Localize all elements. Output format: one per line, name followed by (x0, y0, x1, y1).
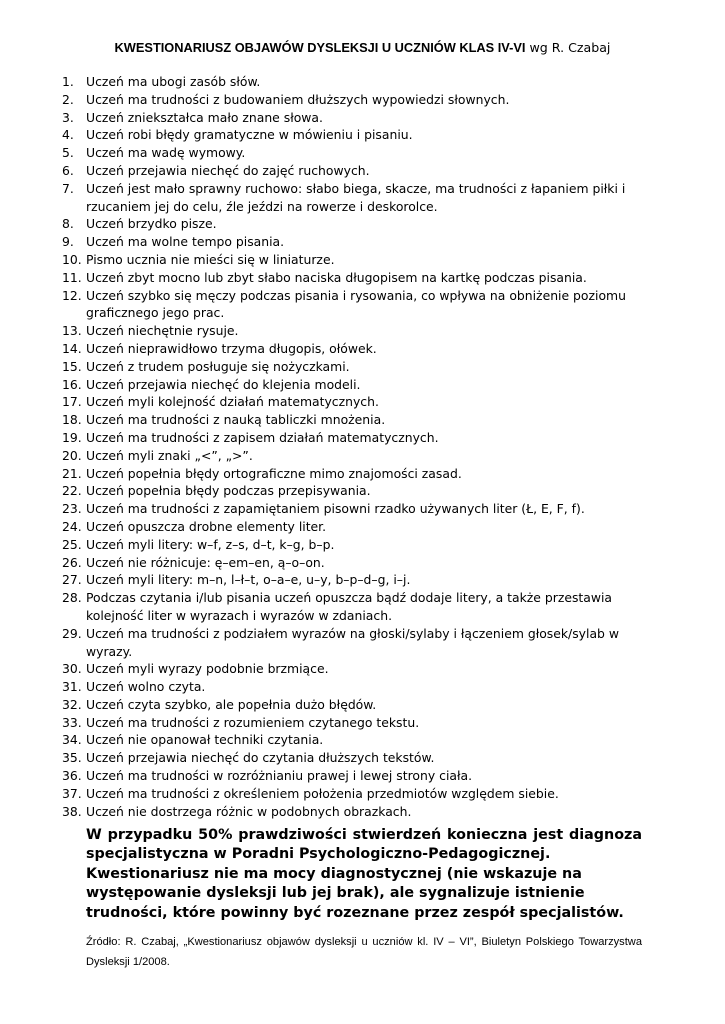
item-text: Uczeń ma trudności z podziałem wyrazów na głoski/sylaby i łączeniem głosek/sylab w wyrazy. (86, 625, 619, 659)
list-item (0, 571, 725, 589)
list-item (0, 749, 725, 767)
item-text: Uczeń z trudem posługuje się nożyczkami. (86, 358, 350, 374)
item-number: 24. (62, 518, 82, 534)
item-number: 15. (62, 358, 82, 374)
item-text: Pismo ucznia nie mieści się w liniaturze. (86, 251, 335, 267)
item-text: Uczeń ma trudności z budowaniem dłuższych wypowiedzi słownych. (86, 91, 510, 107)
item-number: 11. (62, 269, 82, 285)
list-item (0, 411, 725, 429)
item-number: 5. (62, 145, 74, 161)
item-text: Uczeń szybko się męczy podczas pisania i rysowania, co wpływa na obniżenie poziomu graficznego jego prac. (86, 287, 626, 321)
item-number: 20. (62, 447, 82, 463)
item-number: 23. (62, 501, 82, 517)
list-item (0, 767, 725, 785)
list-item (0, 518, 725, 536)
item-text: Uczeń robi błędy gramatyczne w mówieniu i pisaniu. (86, 127, 413, 143)
list-item (0, 251, 725, 269)
item-number: 37. (62, 785, 82, 801)
item-number: 26. (62, 554, 82, 570)
item-text: Uczeń ma trudności z zapisem działań matematycznych. (86, 429, 439, 445)
item-text: Uczeń myli litery: w–f, z–s, d–t, k–g, b–p. (86, 536, 335, 552)
item-text: Uczeń myli znaki „<”, „>”. (86, 447, 253, 463)
list-item (0, 269, 725, 287)
note-disclaimer: Kwestionariusz nie ma mocy diagnostycznej (nie wskazuje na występowanie dysleksji lub jej brak), ale sygnalizuje istnienie trudności, które powinny być rozeznane przez zespół specjalistów. (86, 865, 624, 921)
item-text: Uczeń nie różnicuje: ę–em–en, ą–o–on. (86, 554, 325, 570)
item-text: Uczeń ma trudności z rozumieniem czytanego tekstu. (86, 714, 420, 730)
source-citation: Źródło: R. Czabaj, „Kwestionariusz objawów dysleksji u uczniów kl. IV – VI”, Biuletyn Polskiego Towarzystwa Dysleksji 1/2008. (86, 936, 642, 968)
item-text: Uczeń nieprawidłowo trzyma długopis, ołówek. (86, 340, 377, 356)
list-item (0, 447, 725, 465)
list-item (0, 714, 725, 732)
item-number: 16. (62, 376, 82, 392)
list-item (0, 233, 725, 251)
item-number: 21. (62, 465, 82, 481)
list-item (0, 287, 725, 323)
item-number: 12. (62, 287, 82, 303)
list-item (0, 678, 725, 696)
list-item (0, 465, 725, 483)
symptom-list (0, 73, 725, 820)
item-text: Uczeń myli kolejność działań matematycznych. (86, 394, 379, 410)
item-text: Podczas czytania i/lub pisania uczeń opuszcza bądź dodaje litery, a także przestawia kolejność liter w wyrazach i wyrazów w zdaniach. (86, 590, 613, 623)
title-bold-part: KWESTIONARIUSZ OBJAWÓW DYSLEKSJI U UCZNIÓW KLAS IV-VI (114, 40, 526, 55)
item-number: 27. (62, 572, 82, 588)
list-item (0, 215, 725, 233)
item-number: 18. (62, 412, 82, 428)
list-item (0, 73, 725, 91)
item-text: Uczeń nie opanował techniki czytania. (86, 732, 324, 748)
list-item (0, 554, 725, 572)
title-author-part: wg R. Czabaj (525, 40, 611, 55)
item-number: 8. (62, 216, 74, 232)
item-text: Uczeń popełnia błędy ortograficzne mimo znajomości zasad. (86, 465, 462, 481)
note-block (86, 826, 642, 923)
item-number: 4. (62, 127, 74, 143)
item-text: Uczeń ma wolne tempo pisania. (86, 234, 285, 250)
list-item (0, 482, 725, 500)
item-number: 29. (62, 625, 82, 641)
list-item (0, 91, 725, 109)
item-number: 36. (62, 768, 82, 784)
item-number: 14. (62, 340, 82, 356)
item-number: 32. (62, 696, 82, 712)
item-text: Uczeń ma trudności w rozróżnianiu prawej i lewej strony ciała. (86, 768, 473, 784)
item-number: 13. (62, 323, 82, 339)
item-text: Uczeń ma trudności z określeniem położenia przedmiotów względem siebie. (86, 785, 559, 801)
item-text: Uczeń ma ubogi zasób słów. (86, 74, 261, 89)
item-number: 30. (62, 661, 82, 677)
list-item (0, 803, 725, 821)
list-item (0, 162, 725, 180)
list-item (0, 358, 725, 376)
item-number: 1. (62, 74, 74, 89)
item-number: 28. (62, 590, 82, 606)
item-number: 6. (62, 162, 74, 178)
item-number: 33. (62, 714, 82, 730)
list-item (0, 340, 725, 358)
item-number: 34. (62, 732, 82, 748)
note-diagnosis: W przypadku 50% prawdziwości stwierdzeń konieczna jest diagnoza specjalistyczna w Poradni Psychologiczno-Pedagogicznej. (86, 827, 642, 863)
item-number: 35. (62, 750, 82, 766)
list-item (0, 393, 725, 411)
item-text: Uczeń opuszcza drobne elementy liter. (86, 518, 327, 534)
item-number: 3. (62, 109, 74, 125)
item-text: Uczeń niechętnie rysuje. (86, 323, 239, 339)
item-number: 7. (62, 180, 74, 196)
list-item (0, 322, 725, 340)
item-text: Uczeń zniekształca mało znane słowa. (86, 109, 323, 125)
item-text: Uczeń przejawia niechęć do zajęć ruchowych. (86, 162, 370, 178)
list-item (0, 180, 725, 216)
item-number: 10. (62, 251, 82, 267)
list-item (0, 785, 725, 803)
item-text: Uczeń myli wyrazy podobnie brzmiące. (86, 661, 329, 677)
list-item (0, 109, 725, 127)
item-number: 38. (62, 803, 82, 819)
item-number: 31. (62, 679, 82, 695)
list-item (0, 144, 725, 162)
item-number: 9. (62, 234, 74, 250)
item-text: Uczeń nie dostrzega różnic w podobnych obrazkach. (86, 803, 412, 819)
item-text: Uczeń przejawia niechęć do czytania dłuższych tekstów. (86, 750, 435, 766)
item-text: Uczeń ma trudności z zapamiętaniem pisowni rzadko używanych liter (Ł, E, F, f). (86, 501, 585, 517)
list-item (0, 696, 725, 714)
item-text: Uczeń wolno czyta. (86, 679, 206, 695)
list-item (0, 625, 725, 661)
item-text: Uczeń ma trudności z nauką tabliczki mnożenia. (86, 412, 386, 428)
list-item (0, 660, 725, 678)
document-title (0, 40, 725, 56)
list-item (0, 376, 725, 394)
list-item (0, 589, 725, 625)
list-item (0, 731, 725, 749)
item-text: Uczeń ma wadę wymowy. (86, 145, 246, 161)
item-number: 22. (62, 483, 82, 499)
list-item (0, 500, 725, 518)
item-text: Uczeń jest mało sprawny ruchowo: słabo biega, skacze, ma trudności z łapaniem piłki i rzucaniem jej do celu, źle jeździ na rowerze i deskorolce. (86, 180, 626, 214)
item-text: Uczeń zbyt mocno lub zbyt słabo naciska długopisem na kartkę podczas pisania. (86, 269, 587, 285)
list-item (0, 536, 725, 554)
item-text: Uczeń myli litery: m–n, l–ł–t, o–a–e, u–y, b–p–d–g, i–j. (86, 572, 411, 588)
item-number: 17. (62, 394, 82, 410)
item-number: 19. (62, 429, 82, 445)
item-text: Uczeń brzydko pisze. (86, 216, 217, 232)
item-number: 2. (62, 91, 74, 107)
item-text: Uczeń popełnia błędy podczas przepisywania. (86, 483, 371, 499)
item-number: 25. (62, 536, 82, 552)
list-item (0, 126, 725, 144)
item-text: Uczeń przejawia niechęć do klejenia modeli. (86, 376, 361, 392)
item-text: Uczeń czyta szybko, ale popełnia dużo błędów. (86, 696, 377, 712)
list-item (0, 429, 725, 447)
